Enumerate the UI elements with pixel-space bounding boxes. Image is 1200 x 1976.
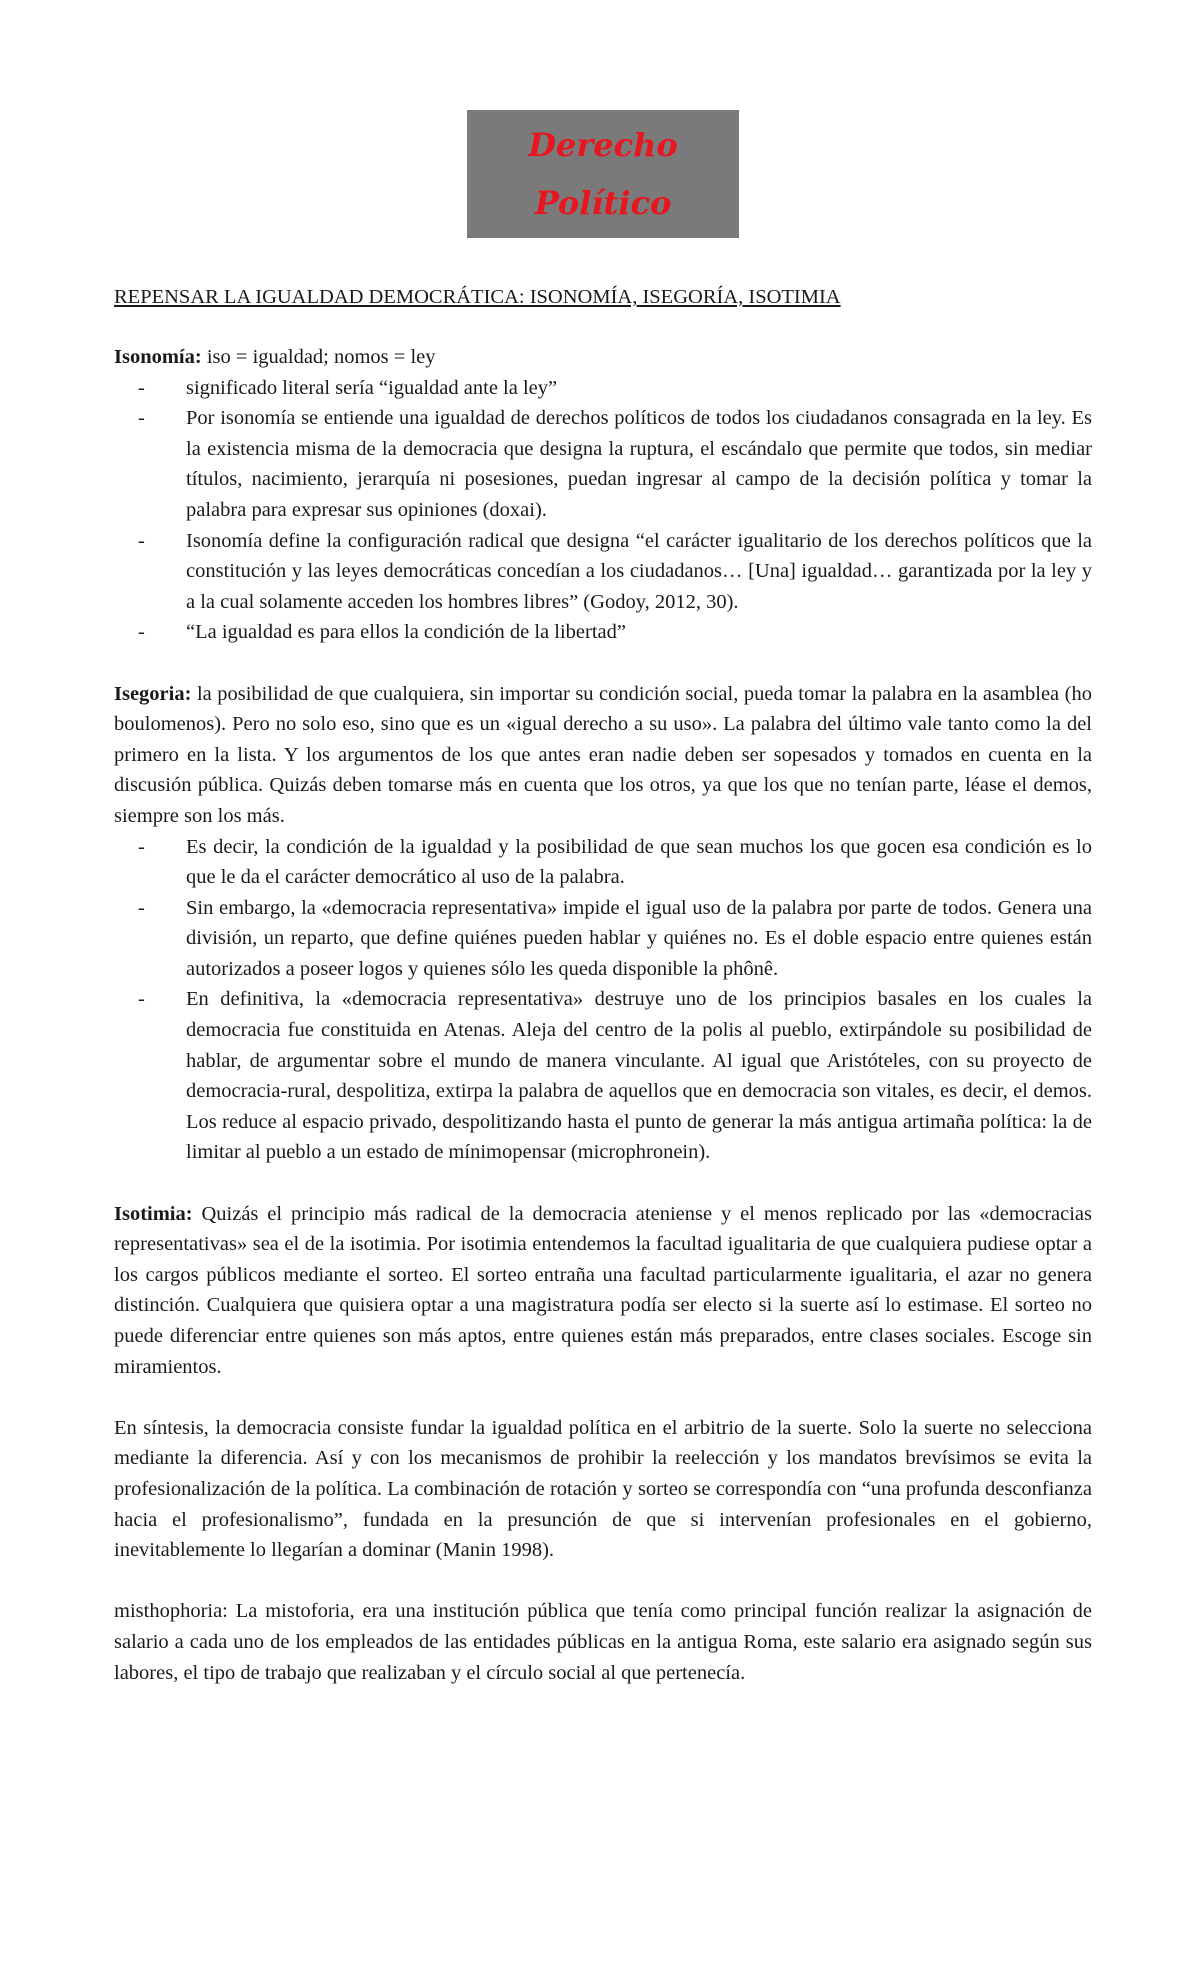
dash-marker: - — [138, 896, 145, 919]
dash-marker: - — [138, 376, 145, 399]
dash-marker: - — [138, 621, 145, 644]
list-item — [114, 526, 1092, 618]
isotimia-section — [114, 1199, 1092, 1383]
title-wrap — [114, 110, 1092, 238]
isotimia-definition-text: Quizás el principio más radical de la democracia ateniense y el menos replicado por las «democracias representativas» sea el de la isotimia. Por isotimia entendemos la facultad igualitaria de que cualquiera pudiese optar a los cargos públicos mediante el sorteo. El sorteo entraña una facultad particularmente igualitaria, el azar no genera distinción. Cualquiera que quisiera optar a una magistratura podía ser electo si la suerte así lo estimase. El sorteo no puede diferenciar entre quienes son más aptos, entre quienes están más preparados, entre clases sociales. Escoge sin miramientos. — [114, 1202, 1092, 1378]
isegoria-definition — [114, 679, 1092, 832]
isotimia-definition — [114, 1199, 1092, 1383]
list-item — [114, 403, 1092, 525]
isonomia-section — [114, 342, 1092, 648]
list-item-text: Por isonomía se entiende una igualdad de derechos políticos de todos los ciudadanos consagrada en la ley. Es la existencia misma de la democracia que designa la ruptura, el escándalo que permite que todos, sin mediar títulos, nacimiento, jerarquía ni posesiones, puedan ingresar al campo de la decisión política y tomar la palabra para expresar sus opiniones (doxai). — [186, 407, 1092, 521]
title-banner — [467, 110, 739, 238]
section-heading: REPENSAR LA IGUALDAD DEMOCRÁTICA: ISONOMÍA, ISEGORÍA, ISOTIMIA — [114, 286, 841, 308]
dash-marker: - — [138, 835, 145, 858]
list-item — [114, 373, 1092, 404]
isonomia-definition-text: iso = igualdad; nomos = ley — [201, 346, 436, 368]
isegoria-definition-text: la posibilidad de que cualquiera, sin importar su condición social, pueda tomar la palabra en la asamblea (ho boulomenos). Pero no solo eso, sino que es un «igual derecho a su uso». La palabra del último vale tanto como la del primero en la lista. Y los argumentos de los que antes eran nadie deben ser sopesados y tomados en cuenta en la discusión pública. Quizás deben tomarse más en cuenta que los otros, ya que los que no tenían parte, léase el demos, siempre son los más. — [114, 682, 1092, 827]
list-item-text: “La igualdad es para ellos la condición de la libertad” — [186, 621, 626, 644]
dash-marker: - — [138, 988, 145, 1011]
list-item — [114, 617, 1092, 648]
document-title: Derecho Político — [528, 126, 678, 222]
isotimia-term: Isotimia: — [114, 1202, 193, 1225]
isonomia-term: Isonomía: — [114, 346, 202, 368]
isegoria-list — [114, 832, 1092, 1169]
list-item — [114, 832, 1092, 893]
isegoria-term: Isegoria: — [114, 682, 192, 705]
list-item-text: significado literal sería “igualdad ante la ley” — [186, 376, 558, 399]
list-item-text: En definitiva, la «democracia representativa» destruye uno de los principios basales en los cuales la democracia fue constituida en Atenas. Aleja del centro de la polis al pueblo, extirpándole su posibilidad de hablar, de argumentar sobre el mundo de manera vinculante. Al igual que Aristóteles, con su proyecto de democracia-rural, despolitiza, extirpa la palabra de aquellos que en democracia son vitales, es decir, el demos. Los reduce al espacio privado, despolitizando hasta el punto de generar la más antigua artimaña política: la de limitar al pueblo a un estado de mínimopensar (microphronein). — [186, 988, 1092, 1164]
dash-marker: - — [138, 529, 145, 552]
misthophoria-paragraph: misthophoria: La mistoforia, era una institución pública que tenía como principal función realizar la asignación de salario a cada uno de los empleados de las entidades públicas en la antigua Roma, este salario era asignado según sus labores, el tipo de trabajo que realizaban y el círculo social al que pertenecía. — [114, 1600, 1092, 1684]
sintesis-section — [114, 1413, 1092, 1566]
misthophoria-section — [114, 1596, 1092, 1688]
dash-marker: - — [138, 407, 145, 430]
list-item — [114, 893, 1092, 985]
list-item — [114, 984, 1092, 1168]
isegoria-section — [114, 679, 1092, 1169]
list-item-text: Sin embargo, la «democracia representativa» impide el igual uso de la palabra por parte de todos. Genera una división, un reparto, que define quiénes pueden hablar y quiénes no. Es el doble espacio entre quienes están autorizados a poseer logos y quienes sólo les queda disponible la phônê. — [186, 896, 1092, 980]
document-page — [114, 110, 1092, 1719]
isonomia-list — [114, 373, 1092, 648]
sintesis-paragraph: En síntesis, la democracia consiste fundar la igualdad política en el arbitrio de la suerte. Solo la suerte no selecciona mediante la diferencia. Así y con los mecanismos de prohibir la reelección y los mandatos brevísimos se evita la profesionalización de la política. La combinación de rotación y sorteo se correspondía con “una profunda desconfianza hacia el profesionalismo”, fundada en la presunción de que si intervenían profesionales en el gobierno, inevitablemente lo llegarían a dominar (Manin 1998). — [114, 1416, 1092, 1562]
list-item-text: Isonomía define la configuración radical que designa “el carácter igualitario de los derechos políticos que la constitución y las leyes democráticas concedían a los ciudadanos… [Una] igualdad… garantizada por la ley y a la cual solamente acceden los hombres libres” (Godoy, 2012, 30). — [186, 529, 1092, 613]
list-item-text: Es decir, la condición de la igualdad y la posibilidad de que sean muchos los que gocen esa condición es lo que le da el carácter democrático al uso de la palabra. — [186, 835, 1092, 889]
isonomia-definition — [114, 342, 1092, 373]
